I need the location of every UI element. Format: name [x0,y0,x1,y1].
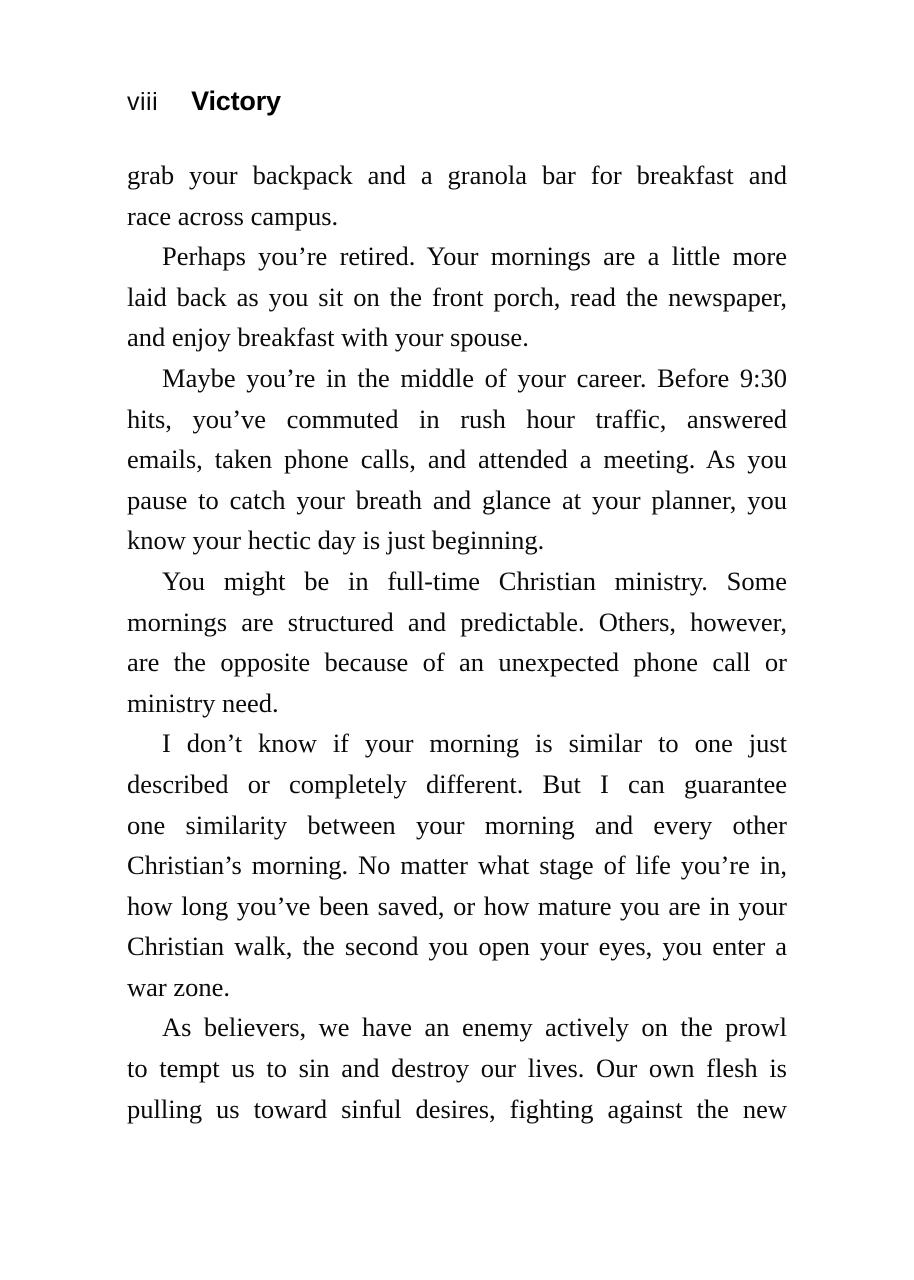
body-line: Perhaps you’re retired. Your mornings are a little more [162,241,787,272]
running-head-title: Victory [191,86,281,116]
body-line: know your hectic day is just beginning. [127,525,545,556]
body-line: You might be in full-time Christian ministry. Some [162,565,787,596]
page-number: viii [127,88,159,116]
body-line: how long you’ve been saved, or how mature you are in your [127,890,787,921]
paragraph [127,236,787,358]
page-body [127,155,787,1129]
body-line: one similarity between your morning and every other [127,809,787,840]
body-line: to tempt us to sin and destroy our lives. Our own flesh is [127,1053,787,1084]
body-line: As believers, we have an enemy actively on the prowl [162,1012,787,1043]
body-line: hits, you’ve commuted in rush hour traffic, answered [127,403,787,434]
paragraph [127,1007,787,1129]
paragraph [127,155,787,236]
body-line: Christian’s morning. No matter what stage of life you’re in, [127,850,787,881]
body-line: laid back as you sit on the front porch, read the newspaper, [127,281,787,312]
body-line: and enjoy breakfast with your spouse. [127,322,529,353]
body-line: Christian walk, the second you open your eyes, you enter a [127,931,787,962]
body-line: I don’t know if your morning is similar to one just [162,728,787,759]
body-line: pause to catch your breath and glance at your planner, you [127,484,787,515]
body-line: pulling us toward sinful desires, fighting against the new [127,1093,787,1124]
running-header [127,88,281,116]
body-line: ministry need. [127,687,279,718]
body-line: are the opposite because of an unexpected phone call or [127,647,787,678]
body-line: Maybe you’re in the middle of your career. Before 9:30 [162,362,787,393]
body-line: mornings are structured and predictable. Others, however, [127,606,787,637]
body-line: war zone. [127,971,230,1002]
body-line: grab your backpack and a granola bar for breakfast and [127,160,787,190]
body-line: emails, taken phone calls, and attended a meeting. As you [127,444,787,475]
paragraph [127,561,787,723]
body-line: described or completely different. But I can guarantee [127,768,787,799]
body-line: race across campus. [127,200,339,231]
paragraph [127,723,787,1007]
paragraph [127,358,787,561]
